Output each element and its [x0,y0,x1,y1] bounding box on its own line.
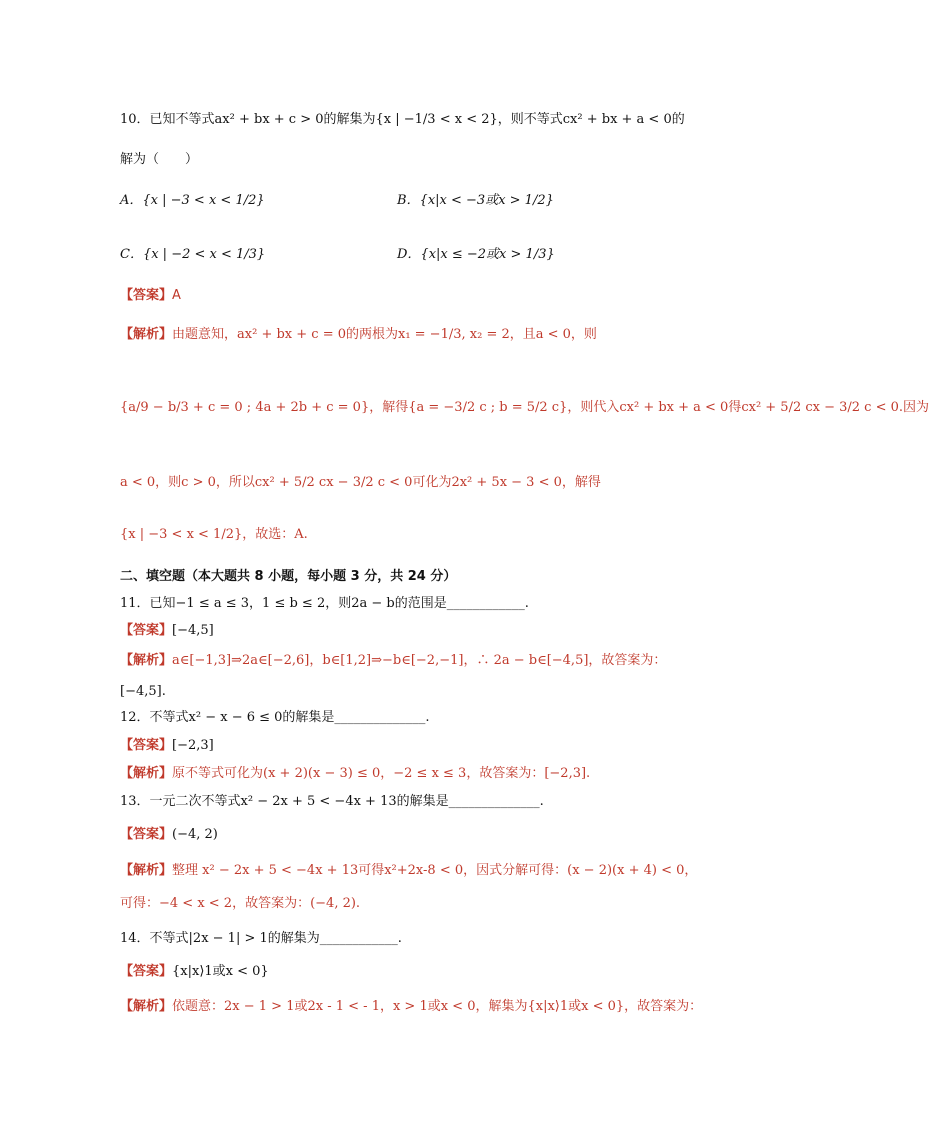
answer-tag: 【答案】 [120,827,173,842]
q10-answer [120,288,181,304]
q13-stem: 13．一元二次不等式x² − 2x + 5 < −4x + 13的解集是______________. [120,794,544,809]
analysis-text: 整理 x² − 2x + 5 < −4x + 13可得x²+2x-8 < 0，因式分解可得：(x − 2)(x + 4) < 0， [172,863,698,878]
analysis-text: 由题意知，ax² + bx + c = 0的两根为x₁ = −1/3, x₂ = 2，且a < 0，则 [172,327,597,342]
analysis-tag: 【解析】 [120,863,173,878]
q10-option-c: C．{x | −2 < x < 1/3} [120,247,266,262]
q13-analysis-line2: 可得：−4 < x < 2，故答案为：(−4, 2). [120,896,361,911]
q11-stem: 11．已知−1 ≤ a ≤ 3，1 ≤ b ≤ 2，则2a − b的范围是____________. [120,596,529,611]
answer-tag: 【答案】 [120,288,173,303]
answer-value: [−4,5] [172,623,214,638]
analysis-tag: 【解析】 [120,766,173,781]
answer-value: [−2,3] [172,738,214,753]
q10-analysis-line1 [120,327,597,343]
q12-stem: 12．不等式x² − x − 6 ≤ 0的解集是______________. [120,710,430,725]
analysis-text: a∈[−1,3]⇒2a∈[−2,6]，b∈[1,2]⇒−b∈[−2,−1]，∴ 2a − b∈[−4,5]，故答案为： [172,653,667,668]
answer-tag: 【答案】 [120,623,173,638]
q14-stem: 14．不等式|2x − 1| > 1的解集为____________. [120,931,402,946]
q11-answer [120,623,214,639]
section-heading: 二、填空题（本大题共 8 小题，每小题 3 分，共 24 分） [120,569,457,584]
q14-analysis [120,999,702,1015]
analysis-tag: 【解析】 [120,327,173,342]
q14-answer [120,964,269,980]
q10-stem-line1: 10．已知不等式ax² + bx + c > 0的解集为{x | −1/3 < x < 2}，则不等式cx² + bx + a < 0的 [120,112,685,127]
analysis-text: 依题意：2x − 1 > 1或2x - 1 < - 1，x > 1或x < 0，解集为{x|x⟩1或x < 0}，故答案为： [172,999,703,1014]
q10-analysis-line2: {a/9 − b/3 + c = 0 ; 4a + 2b + c = 0}，解得{a = −3/2 c ; b = 5/2 c}，则代入cx² + bx + a < 0得cx² + 5/2 cx − 3/2 c < 0.因为 [120,400,929,415]
analysis-text: 原不等式可化为(x + 2)(x − 3) ≤ 0，−2 ≤ x ≤ 3，故答案为：[−2,3]. [172,766,591,781]
answer-tag: 【答案】 [120,964,173,979]
answer-tag: 【答案】 [120,738,173,753]
q11-analysis-line1 [120,653,666,669]
answer-value: (−4, 2) [172,827,218,842]
q10-option-d: D．{x|x ≤ −2或x > 1/3} [397,247,555,262]
q10-stem-line2: 解为（ ） [120,152,199,167]
q12-answer [120,738,214,754]
q10-analysis-line3: a < 0，则c > 0，所以cx² + 5/2 cx − 3/2 c < 0可化为2x² + 5x − 3 < 0，解得 [120,475,601,490]
analysis-tag: 【解析】 [120,999,173,1014]
q11-analysis-line2: [−4,5]. [120,684,166,699]
q10-analysis-line4: {x | −3 < x < 1/2}，故选：A. [120,527,308,542]
analysis-tag: 【解析】 [120,653,173,668]
answer-value: {x|x⟩1或x < 0} [172,964,269,979]
q13-answer [120,827,218,843]
q10-option-a: A．{x | −3 < x < 1/2} [120,193,265,208]
q13-analysis-line1 [120,863,697,879]
answer-value: A [172,288,181,303]
q10-option-b: B．{x|x < −3或x > 1/2} [397,193,554,208]
q12-analysis [120,766,590,782]
